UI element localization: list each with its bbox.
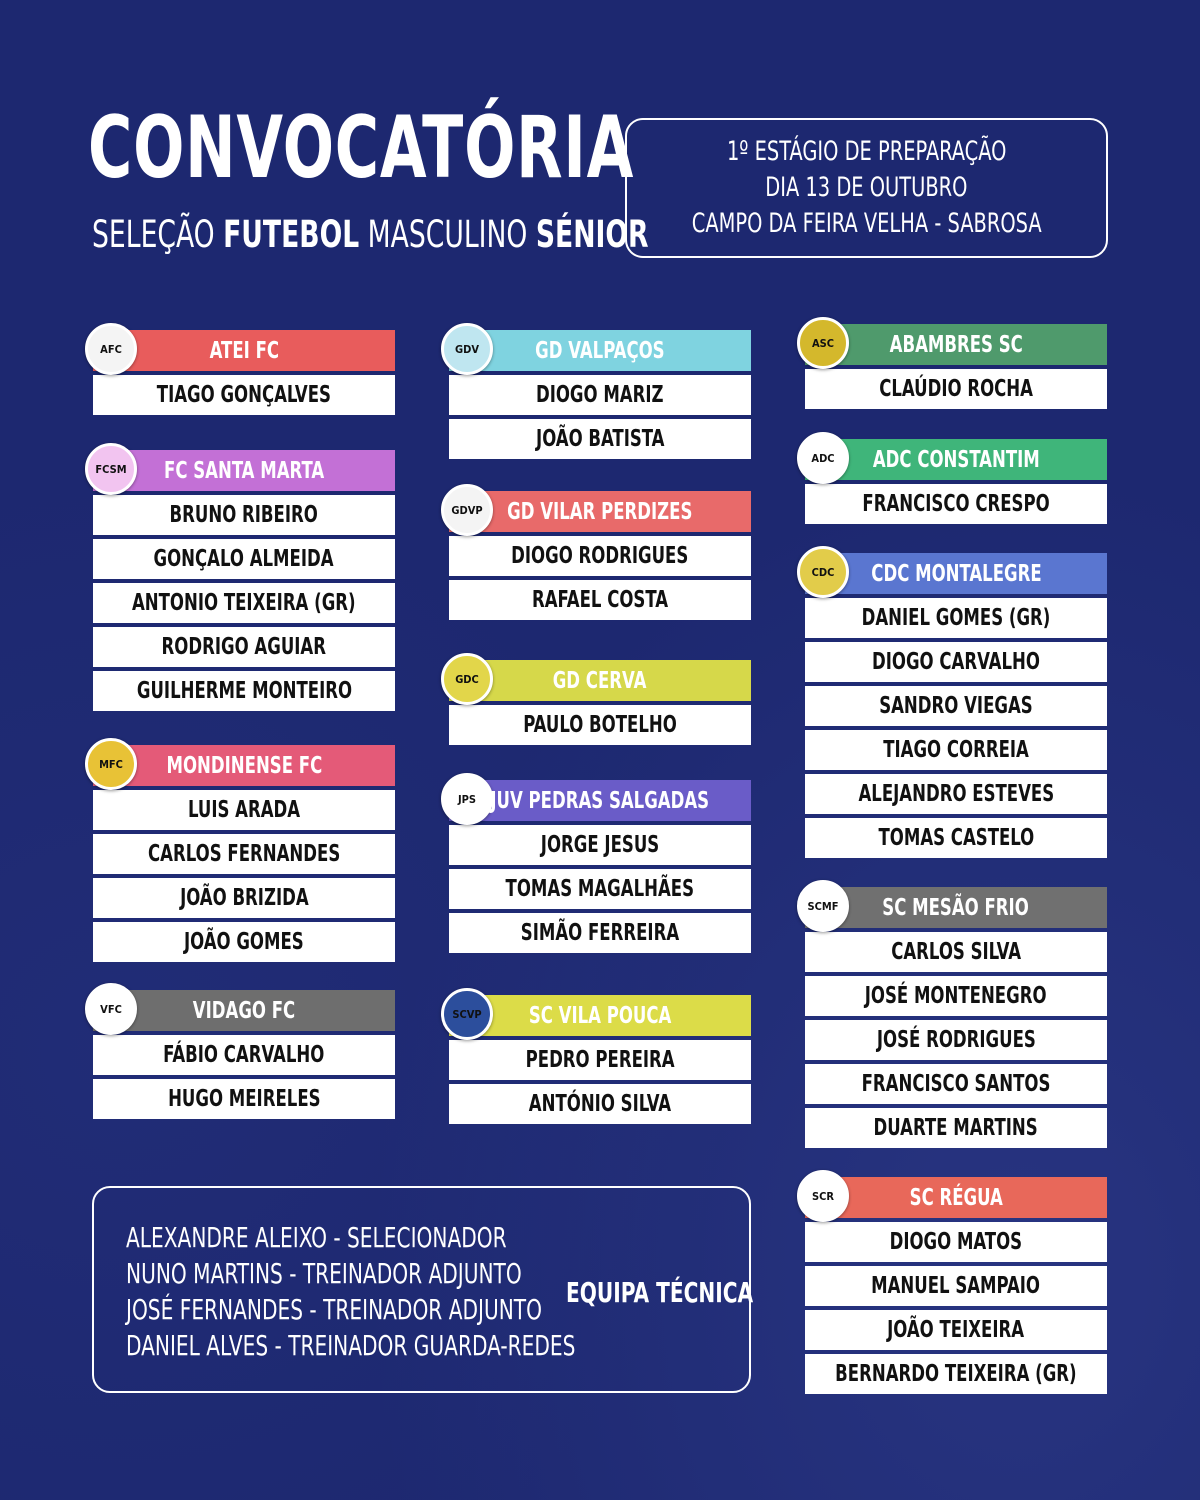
- player-row: [93, 922, 395, 962]
- player-row: [449, 869, 751, 909]
- subtitle-part: MASCULINO: [359, 213, 536, 256]
- subtitle-part-bold: FUTEBOL: [223, 213, 360, 256]
- club-name: ABAMBRES SC: [889, 331, 1023, 358]
- event-info-line: CAMPO DA FEIRA VELHA - SABROSA: [691, 208, 1042, 239]
- player-row: [449, 705, 751, 745]
- club-crest-icon: GDV: [441, 323, 493, 375]
- club-block-gd-vilar-perdizes: [449, 491, 751, 620]
- player-name: CLAÚDIO ROCHA: [879, 376, 1033, 402]
- player-name: BERNARDO TEIXEIRA (GR): [835, 1361, 1077, 1387]
- player-name: SANDRO VIEGAS: [879, 693, 1033, 719]
- player-name: LUIS ARADA: [187, 797, 301, 823]
- subtitle-part: SELEÇÃO: [92, 213, 224, 256]
- player-row: [805, 1064, 1107, 1104]
- player-row: [93, 1035, 395, 1075]
- player-row: [93, 495, 395, 535]
- player-row: [805, 369, 1107, 409]
- player-name: JOÃO GOMES: [184, 929, 304, 955]
- player-row: [805, 1266, 1107, 1306]
- player-name: TIAGO CORREIA: [883, 737, 1029, 763]
- club-name: JUV PEDRAS SALGADAS: [490, 787, 710, 814]
- player-row: [449, 1040, 751, 1080]
- club-block-fc-santa-marta: [93, 450, 395, 711]
- club-header: [93, 330, 395, 371]
- player-row: [93, 539, 395, 579]
- staff-member: ALEXANDRE ALEIXO - SELECIONADOR: [126, 1221, 507, 1254]
- player-name: DUARTE MARTINS: [873, 1115, 1039, 1141]
- club-header: [449, 660, 751, 701]
- club-crest-icon: JPS: [441, 773, 493, 825]
- club-header: [449, 780, 751, 821]
- technical-staff-box: [92, 1186, 754, 1393]
- player-name: DIOGO RODRIGUES: [511, 543, 689, 569]
- staff-member: NUNO MARTINS - TREINADOR ADJUNTO: [126, 1257, 522, 1290]
- player-row: [93, 671, 395, 711]
- player-row: [805, 932, 1107, 972]
- player-name: TOMAS MAGALHÃES: [505, 876, 695, 902]
- club-block-sc-regua: [805, 1177, 1107, 1394]
- player-name: JOÃO TEIXEIRA: [887, 1317, 1025, 1343]
- club-block-abambres-sc: [805, 324, 1107, 409]
- club-block-gd-valpacos: [449, 330, 751, 459]
- player-name: JOSÉ MONTENEGRO: [865, 983, 1047, 1009]
- staff-label: EQUIPA TÉCNICA: [566, 1276, 754, 1309]
- club-header: [93, 450, 395, 491]
- club-name: MONDINENSE FC: [166, 752, 322, 779]
- player-row: [805, 818, 1107, 858]
- player-row: [805, 976, 1107, 1016]
- player-name: JOSÉ RODRIGUES: [876, 1027, 1036, 1053]
- player-name: DIOGO CARVALHO: [872, 649, 1040, 675]
- club-name: SC VILA POUCA: [528, 1002, 672, 1029]
- player-name: JOÃO BATISTA: [535, 426, 665, 452]
- player-row: [805, 774, 1107, 814]
- subtitle-part-bold: SÉNIOR: [535, 213, 649, 256]
- player-name: PAULO BOTELHO: [523, 712, 677, 738]
- event-info-box: [625, 118, 1108, 258]
- club-crest-icon: ADC: [797, 432, 849, 484]
- staff-member: DANIEL ALVES - TREINADOR GUARDA-REDES: [126, 1329, 576, 1362]
- page-title: CONVOCATÓRIA: [88, 98, 635, 198]
- player-name: DIOGO MARIZ: [536, 382, 664, 408]
- club-name: GD VILAR PERDIZES: [507, 498, 693, 525]
- player-name: FÁBIO CARVALHO: [163, 1042, 325, 1068]
- event-info-line: DIA 13 DE OUTUBRO: [765, 172, 968, 203]
- club-header: [805, 1177, 1107, 1218]
- event-info-line: 1º ESTÁGIO DE PREPARAÇÃO: [726, 136, 1007, 167]
- player-name: JORGE JESUS: [540, 832, 660, 858]
- club-name: VIDAGO FC: [192, 997, 296, 1024]
- player-name: TIAGO GONÇALVES: [156, 382, 332, 408]
- player-row: [805, 730, 1107, 770]
- player-name: CARLOS SILVA: [891, 939, 1021, 965]
- player-name: BRUNO RIBEIRO: [169, 502, 319, 528]
- player-name: MANUEL SAMPAIO: [871, 1273, 1041, 1299]
- club-crest-icon: FCSM: [85, 443, 137, 495]
- player-name: HUGO MEIRELES: [167, 1086, 321, 1112]
- club-header: [805, 553, 1107, 594]
- player-row: [93, 834, 395, 874]
- player-row: [805, 1310, 1107, 1350]
- player-row: [805, 686, 1107, 726]
- player-name: GUILHERME MONTEIRO: [136, 678, 352, 704]
- club-header: [93, 745, 395, 786]
- club-name: FC SANTA MARTA: [163, 457, 325, 484]
- club-crest-icon: GDC: [441, 653, 493, 705]
- player-row: [93, 627, 395, 667]
- player-row: [805, 1020, 1107, 1060]
- club-name: ADC CONSTANTIM: [872, 446, 1040, 473]
- player-name: DANIEL GOMES (GR): [861, 605, 1051, 631]
- club-header: [449, 995, 751, 1036]
- player-row: [805, 642, 1107, 682]
- staff-member: JOSÉ FERNANDES - TREINADOR ADJUNTO: [126, 1293, 542, 1326]
- club-crest-icon: CDC: [797, 546, 849, 598]
- player-name: JOÃO BRIZIDA: [179, 885, 309, 911]
- player-name: GONÇALO ALMEIDA: [153, 546, 335, 572]
- player-name: FRANCISCO SANTOS: [861, 1071, 1051, 1097]
- club-name: GD CERVA: [553, 667, 647, 694]
- player-row: [449, 825, 751, 865]
- player-row: [93, 375, 395, 415]
- player-row: [449, 375, 751, 415]
- player-row: [449, 580, 751, 620]
- club-crest-icon: SCMF: [797, 880, 849, 932]
- player-row: [93, 1079, 395, 1119]
- player-name: ANTÓNIO SILVA: [528, 1091, 672, 1117]
- player-name: RODRIGO AGUIAR: [161, 634, 327, 660]
- club-header: [449, 330, 751, 371]
- club-header: [449, 491, 751, 532]
- player-row: [449, 913, 751, 953]
- club-block-sc-mesao-frio: [805, 887, 1107, 1148]
- club-name: SC RÉGUA: [909, 1184, 1003, 1211]
- player-name: TOMAS CASTELO: [878, 825, 1034, 851]
- club-name: CDC MONTALEGRE: [870, 560, 1042, 587]
- club-crest-icon: GDVP: [441, 484, 493, 536]
- player-name: SIMÃO FERREIRA: [520, 920, 680, 946]
- club-crest-icon: MFC: [85, 738, 137, 790]
- club-block-atei-fc: [93, 330, 395, 415]
- club-crest-icon: SCR: [797, 1170, 849, 1222]
- player-row: [805, 598, 1107, 638]
- club-header: [805, 439, 1107, 480]
- club-crest-icon: SCVP: [441, 988, 493, 1040]
- player-row: [449, 1084, 751, 1124]
- club-name: ATEI FC: [209, 337, 279, 364]
- player-name: RAFAEL COSTA: [531, 587, 668, 613]
- player-name: FRANCISCO CRESPO: [862, 491, 1050, 517]
- club-block-vidago-fc: [93, 990, 395, 1119]
- player-name: ALEJANDRO ESTEVES: [858, 781, 1054, 807]
- player-row: [93, 583, 395, 623]
- club-crest-icon: AFC: [85, 323, 137, 375]
- club-name: SC MESÃO FRIO: [882, 894, 1030, 921]
- player-name: CARLOS FERNANDES: [147, 841, 341, 867]
- club-header: [805, 887, 1107, 928]
- player-row: [93, 790, 395, 830]
- player-name: PEDRO PEREIRA: [525, 1047, 675, 1073]
- club-block-mondinense-fc: [93, 745, 395, 962]
- club-crest-icon: VFC: [85, 983, 137, 1035]
- club-block-juv-pedras-salgadas: [449, 780, 751, 953]
- player-row: [449, 536, 751, 576]
- player-row: [449, 419, 751, 459]
- player-row: [805, 484, 1107, 524]
- club-header: [805, 324, 1107, 365]
- club-block-cdc-montalegre: [805, 553, 1107, 858]
- club-header: [93, 990, 395, 1031]
- player-name: DIOGO MATOS: [889, 1229, 1023, 1255]
- club-crest-icon: ASC: [797, 317, 849, 369]
- player-name: ANTONIO TEIXEIRA (GR): [132, 590, 356, 616]
- club-name: GD VALPAÇOS: [535, 337, 665, 364]
- player-row: [805, 1222, 1107, 1262]
- page-subtitle: [92, 213, 649, 256]
- club-block-adc-constantim: [805, 439, 1107, 524]
- player-row: [805, 1354, 1107, 1394]
- club-block-sc-vila-pouca: [449, 995, 751, 1124]
- player-row: [93, 878, 395, 918]
- player-row: [805, 1108, 1107, 1148]
- club-block-gd-cerva: [449, 660, 751, 745]
